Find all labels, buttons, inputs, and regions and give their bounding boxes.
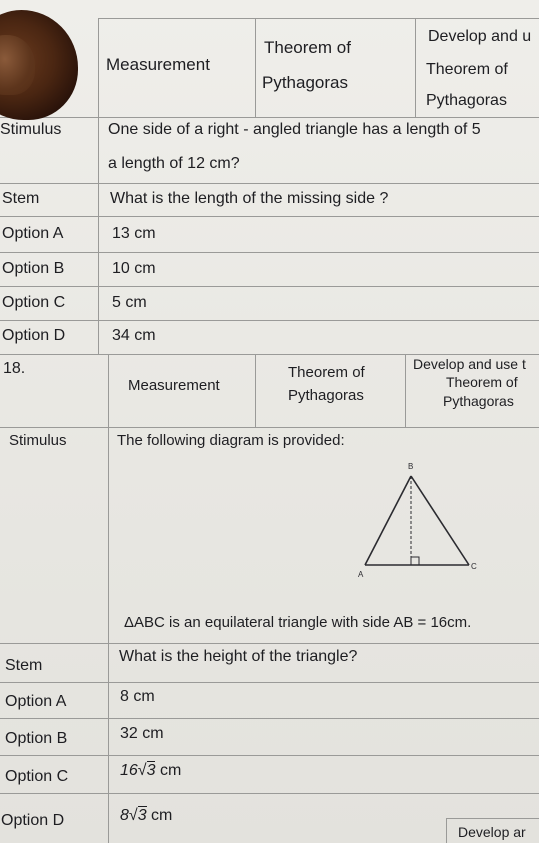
q17-option-b-value: 10 cm <box>112 260 156 277</box>
sqrt-symbol: √ <box>137 762 147 779</box>
q18-header-divider-1 <box>255 354 256 427</box>
q18-statement-prefix: ΔABC is an equilateral triangle with side <box>124 614 390 631</box>
q18-stimulus-intro: The following diagram is provided: <box>117 432 345 449</box>
q17-header-measurement: Measurement <box>106 55 210 74</box>
footer-develop-fragment: Develop ar <box>458 824 526 840</box>
q17-header-develop-line2: Theorem of <box>426 61 508 78</box>
q18-option-c-unit: cm <box>159 762 182 779</box>
q18-header-measurement: Measurement <box>128 377 220 394</box>
q18-option-c-rule <box>0 793 539 794</box>
q17-stimulus-label: Stimulus <box>0 121 62 138</box>
q18-header-develop-line3: Pythagoras <box>443 393 514 409</box>
q18-header-develop-line2: Theorem of <box>446 374 518 390</box>
q17-option-b-label: Option B <box>2 260 65 277</box>
q17-option-a-value: 13 cm <box>112 225 156 242</box>
equilateral-triangle-diagram <box>345 458 475 583</box>
q17-option-c-rule <box>0 320 539 321</box>
q17-header-theorem-line2: Pythagoras <box>262 73 348 92</box>
vertex-label-c: C <box>471 562 477 571</box>
q18-statement-side: AB = 16cm. <box>393 614 472 631</box>
q18-question-number: 18. <box>3 360 26 377</box>
q18-header-theorem-line2: Pythagoras <box>288 387 364 404</box>
q18-option-a-value: 8 cm <box>120 688 155 705</box>
vertex-label-a: A <box>358 570 364 579</box>
q17-column-divider <box>98 18 99 354</box>
q17-stem-label: Stem <box>2 190 40 207</box>
q18-option-b-rule <box>0 755 539 756</box>
q18-option-c-value <box>120 762 181 780</box>
q18-stem-rule <box>0 682 539 683</box>
q18-option-c-label: Option C <box>5 768 69 785</box>
q17-stimulus-line2: a length of 12 cm? <box>108 155 240 172</box>
q18-option-c-coef: 16 <box>120 762 138 779</box>
q17-header-divider-1 <box>255 18 256 117</box>
thumb-photo-occlusion <box>0 10 78 120</box>
q17-option-d-label: Option D <box>2 327 66 344</box>
q18-stem-label: Stem <box>5 657 43 674</box>
q17-stem-rule <box>0 216 539 217</box>
q18-option-d-unit: cm <box>151 807 173 824</box>
q17-stimulus-line1: One side of a right - angled triangle has a length of 5 <box>108 121 481 138</box>
q17-option-d-value: 34 cm <box>112 327 156 344</box>
q17-option-b-rule <box>0 286 539 287</box>
footer-divider <box>446 818 447 843</box>
right-angle-marker <box>411 557 419 565</box>
thumbnail-nail <box>0 35 35 95</box>
q17-stimulus-rule <box>0 183 539 184</box>
q18-stimulus-rule <box>0 643 539 644</box>
q18-option-b-label: Option B <box>5 730 68 747</box>
q17-option-c-label: Option C <box>2 294 66 311</box>
q18-option-b-value: 32 cm <box>120 725 164 742</box>
q18-header-develop-line1: Develop and use t <box>413 356 526 372</box>
q18-header-rule <box>0 427 539 428</box>
q17-header-theorem-line1: Theorem of <box>264 38 351 57</box>
q18-stimulus-statement <box>124 614 471 631</box>
q18-header-theorem-line1: Theorem of <box>288 364 365 381</box>
q17-option-a-label: Option A <box>2 225 64 242</box>
q18-header-divider-2 <box>405 354 406 427</box>
q17-option-a-rule <box>0 252 539 253</box>
q18-option-d-coef: 8 <box>120 807 129 824</box>
q17-option-c-value: 5 cm <box>112 294 147 311</box>
q18-option-a-label: Option A <box>5 693 67 710</box>
q17-header-develop-line3: Pythagoras <box>426 92 507 109</box>
q17-header-develop-line1: Develop and u <box>428 28 532 45</box>
q18-option-d-root: 3 <box>137 807 147 824</box>
q18-option-c-root: 3 <box>146 762 156 779</box>
sqrt-symbol: √ <box>128 807 138 824</box>
q18-option-d-label: Option D <box>1 812 65 829</box>
triangle-side-ab <box>365 476 411 565</box>
footer-rule <box>446 818 539 819</box>
q17-header-rule <box>0 117 539 118</box>
q17-header-divider-2 <box>415 18 416 117</box>
q17-option-d-rule <box>0 354 539 355</box>
q18-option-d-value <box>120 807 172 825</box>
q17-top-rule <box>98 18 539 19</box>
q18-stem-text: What is the height of the triangle? <box>119 648 358 665</box>
q17-stem-text: What is the length of the missing side ? <box>110 190 389 207</box>
q18-stimulus-label: Stimulus <box>9 432 67 449</box>
triangle-side-bc <box>411 476 469 565</box>
q18-option-a-rule <box>0 718 539 719</box>
vertex-label-b: B <box>408 462 414 471</box>
